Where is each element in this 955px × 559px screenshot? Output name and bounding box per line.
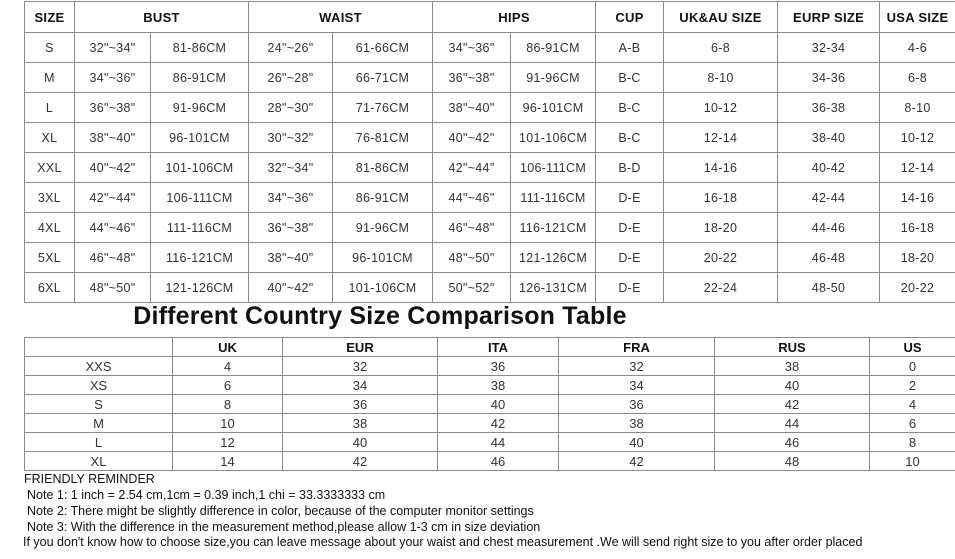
comparison-row <box>25 452 955 471</box>
comparison-row <box>25 414 955 433</box>
table-cell: L <box>25 93 75 123</box>
table-cell: 42 <box>715 395 870 414</box>
table-cell: 10 <box>173 414 283 433</box>
table-cell: 101-106CM <box>151 153 249 183</box>
reminder-heading: FRIENDLY REMINDER <box>24 472 155 486</box>
table-cell: 26"~28" <box>249 63 333 93</box>
comparison-header-ita: ITA <box>438 338 559 357</box>
table-cell: 30"~32" <box>249 123 333 153</box>
table-cell: S <box>25 395 173 414</box>
table-cell: 14 <box>173 452 283 471</box>
size-chart-row <box>25 123 955 153</box>
comparison-header-rus: RUS <box>715 338 870 357</box>
table-cell: XS <box>25 376 173 395</box>
table-cell: 16-18 <box>664 183 778 213</box>
table-cell: 40 <box>715 376 870 395</box>
table-cell: B-C <box>596 123 664 153</box>
table-cell: 106-111CM <box>151 183 249 213</box>
comparison-header-us: US <box>870 338 955 357</box>
table-cell: 10-12 <box>880 123 955 153</box>
table-cell: 42-44 <box>778 183 880 213</box>
table-cell: A-B <box>596 33 664 63</box>
table-cell: 48"~50" <box>433 243 511 273</box>
table-cell: 40"~42" <box>433 123 511 153</box>
table-cell: 42 <box>283 452 438 471</box>
table-cell: 12-14 <box>664 123 778 153</box>
table-cell: 96-101CM <box>511 93 596 123</box>
table-cell: B-C <box>596 63 664 93</box>
table-cell: 6 <box>173 376 283 395</box>
table-cell: 86-91CM <box>151 63 249 93</box>
table-cell: 3XL <box>25 183 75 213</box>
table-cell: D-E <box>596 243 664 273</box>
size-advice-line: If you don't know how to choose size,you can leave message about your waist and chest measurement .We will send right size to you after order placed <box>23 535 863 549</box>
header-waist: WAIST <box>249 2 433 33</box>
comparison-row <box>25 433 955 452</box>
table-cell: 34"~36" <box>75 63 151 93</box>
table-cell: 8-10 <box>664 63 778 93</box>
table-cell: D-E <box>596 213 664 243</box>
header-usa-size: USA SIZE <box>880 2 955 33</box>
table-cell: 40"~42" <box>249 273 333 303</box>
table-cell: 24"~26" <box>249 33 333 63</box>
table-cell: 32 <box>283 357 438 376</box>
table-cell: 6 <box>870 414 955 433</box>
header-cup: CUP <box>596 2 664 33</box>
table-cell: 34-36 <box>778 63 880 93</box>
table-cell: 42"~44" <box>75 183 151 213</box>
table-cell: 44 <box>715 414 870 433</box>
table-cell: 36 <box>559 395 715 414</box>
table-cell: 4-6 <box>880 33 955 63</box>
table-cell: XXL <box>25 153 75 183</box>
table-cell: S <box>25 33 75 63</box>
comparison-header-eur: EUR <box>283 338 438 357</box>
table-cell: 48-50 <box>778 273 880 303</box>
table-cell: 46 <box>715 433 870 452</box>
table-cell: 96-101CM <box>333 243 433 273</box>
table-cell: 20-22 <box>664 243 778 273</box>
note-2: Note 2: There might be slightly difference in color, because of the computer monitor settings <box>27 504 534 518</box>
table-cell: 121-126CM <box>511 243 596 273</box>
table-cell: 6-8 <box>664 33 778 63</box>
table-cell: 8-10 <box>880 93 955 123</box>
table-cell: 38"~40" <box>249 243 333 273</box>
table-cell: 32 <box>559 357 715 376</box>
table-cell: 10 <box>870 452 955 471</box>
comparison-header-uk: UK <box>173 338 283 357</box>
comparison-header-fra: FRA <box>559 338 715 357</box>
table-cell: 38-40 <box>778 123 880 153</box>
table-cell: 116-121CM <box>151 243 249 273</box>
table-cell: 81-86CM <box>333 153 433 183</box>
table-cell: 91-96CM <box>511 63 596 93</box>
header-bust: BUST <box>75 2 249 33</box>
table-cell: B-D <box>596 153 664 183</box>
table-cell: 28"~30" <box>249 93 333 123</box>
table-cell: D-E <box>596 273 664 303</box>
table-cell: 2 <box>870 376 955 395</box>
table-cell: 46"~48" <box>75 243 151 273</box>
table-cell: 36"~38" <box>433 63 511 93</box>
size-chart-row <box>25 93 955 123</box>
table-cell: 16-18 <box>880 213 955 243</box>
size-chart-row <box>25 153 955 183</box>
table-cell: 81-86CM <box>151 33 249 63</box>
size-chart-row <box>25 63 955 93</box>
table-cell: 10-12 <box>664 93 778 123</box>
table-cell: 106-111CM <box>511 153 596 183</box>
table-cell: 38 <box>715 357 870 376</box>
table-cell: 42"~44" <box>433 153 511 183</box>
table-cell: 40 <box>438 395 559 414</box>
table-cell: 4 <box>870 395 955 414</box>
table-cell: 42 <box>559 452 715 471</box>
comparison-title: Different Country Size Comparison Table <box>133 302 627 330</box>
table-cell: 38 <box>559 414 715 433</box>
table-cell: 36"~38" <box>249 213 333 243</box>
table-cell: 4XL <box>25 213 75 243</box>
table-cell: XL <box>25 452 173 471</box>
table-cell: 44"~46" <box>433 183 511 213</box>
size-chart-row <box>25 273 955 303</box>
table-cell: 5XL <box>25 243 75 273</box>
table-cell: 36-38 <box>778 93 880 123</box>
table-cell: 44-46 <box>778 213 880 243</box>
table-cell: 46 <box>438 452 559 471</box>
table-cell: 46"~48" <box>433 213 511 243</box>
table-cell: 71-76CM <box>333 93 433 123</box>
header-hips: HIPS <box>433 2 596 33</box>
table-cell: 111-116CM <box>511 183 596 213</box>
table-cell: 34"~36" <box>249 183 333 213</box>
table-cell: 101-106CM <box>333 273 433 303</box>
table-cell: 40-42 <box>778 153 880 183</box>
table-cell: 8 <box>173 395 283 414</box>
comparison-row <box>25 395 955 414</box>
country-comparison-table <box>24 337 955 471</box>
comparison-header-blank <box>25 338 173 357</box>
table-cell: 36 <box>283 395 438 414</box>
comparison-row <box>25 376 955 395</box>
table-cell: B-C <box>596 93 664 123</box>
table-cell: 121-126CM <box>151 273 249 303</box>
table-cell: 4 <box>173 357 283 376</box>
table-cell: 34 <box>559 376 715 395</box>
size-chart-header-row <box>25 2 955 33</box>
size-chart-row <box>25 33 955 63</box>
table-cell: XXS <box>25 357 173 376</box>
table-cell: 22-24 <box>664 273 778 303</box>
header-eurp-size: EURP SIZE <box>778 2 880 33</box>
table-cell: 32"~34" <box>249 153 333 183</box>
table-cell: 34"~36" <box>433 33 511 63</box>
table-cell: 40 <box>559 433 715 452</box>
comparison-row <box>25 357 955 376</box>
header-uk-au-size: UK&AU SIZE <box>664 2 778 33</box>
table-cell: 34 <box>283 376 438 395</box>
table-cell: 0 <box>870 357 955 376</box>
size-chart-row <box>25 183 955 213</box>
table-cell: 116-121CM <box>511 213 596 243</box>
size-chart-row <box>25 213 955 243</box>
table-cell: 50"~52" <box>433 273 511 303</box>
table-cell: 42 <box>438 414 559 433</box>
table-cell: L <box>25 433 173 452</box>
table-cell: 101-106CM <box>511 123 596 153</box>
table-cell: M <box>25 63 75 93</box>
table-cell: D-E <box>596 183 664 213</box>
table-cell: 36"~38" <box>75 93 151 123</box>
table-cell: 44"~46" <box>75 213 151 243</box>
table-cell: 38 <box>283 414 438 433</box>
table-cell: 6XL <box>25 273 75 303</box>
table-cell: 126-131CM <box>511 273 596 303</box>
table-cell: M <box>25 414 173 433</box>
table-cell: 32"~34" <box>75 33 151 63</box>
table-cell: 111-116CM <box>151 213 249 243</box>
table-cell: 18-20 <box>664 213 778 243</box>
table-cell: 38 <box>438 376 559 395</box>
table-cell: 61-66CM <box>333 33 433 63</box>
table-cell: XL <box>25 123 75 153</box>
table-cell: 46-48 <box>778 243 880 273</box>
size-chart-table <box>24 1 955 303</box>
table-cell: 14-16 <box>664 153 778 183</box>
table-cell: 20-22 <box>880 273 955 303</box>
table-cell: 86-91CM <box>511 33 596 63</box>
comparison-header-row <box>25 338 955 357</box>
table-cell: 40 <box>283 433 438 452</box>
table-cell: 91-96CM <box>151 93 249 123</box>
table-cell: 86-91CM <box>333 183 433 213</box>
table-cell: 32-34 <box>778 33 880 63</box>
table-cell: 12-14 <box>880 153 955 183</box>
table-cell: 6-8 <box>880 63 955 93</box>
table-cell: 38"~40" <box>433 93 511 123</box>
table-cell: 76-81CM <box>333 123 433 153</box>
header-size: SIZE <box>25 2 75 33</box>
table-cell: 48"~50" <box>75 273 151 303</box>
table-cell: 48 <box>715 452 870 471</box>
note-1: Note 1: 1 inch = 2.54 cm,1cm = 0.39 inch,1 chi = 33.3333333 cm <box>27 488 386 502</box>
table-cell: 44 <box>438 433 559 452</box>
table-cell: 8 <box>870 433 955 452</box>
table-cell: 40"~42" <box>75 153 151 183</box>
table-cell: 18-20 <box>880 243 955 273</box>
table-cell: 12 <box>173 433 283 452</box>
table-cell: 91-96CM <box>333 213 433 243</box>
table-cell: 36 <box>438 357 559 376</box>
note-3: Note 3: With the difference in the measurement method,please allow 1-3 cm in size deviation <box>27 520 541 534</box>
table-cell: 38"~40" <box>75 123 151 153</box>
size-chart-row <box>25 243 955 273</box>
table-cell: 96-101CM <box>151 123 249 153</box>
table-cell: 66-71CM <box>333 63 433 93</box>
friendly-reminder <box>24 471 955 535</box>
table-cell: 14-16 <box>880 183 955 213</box>
